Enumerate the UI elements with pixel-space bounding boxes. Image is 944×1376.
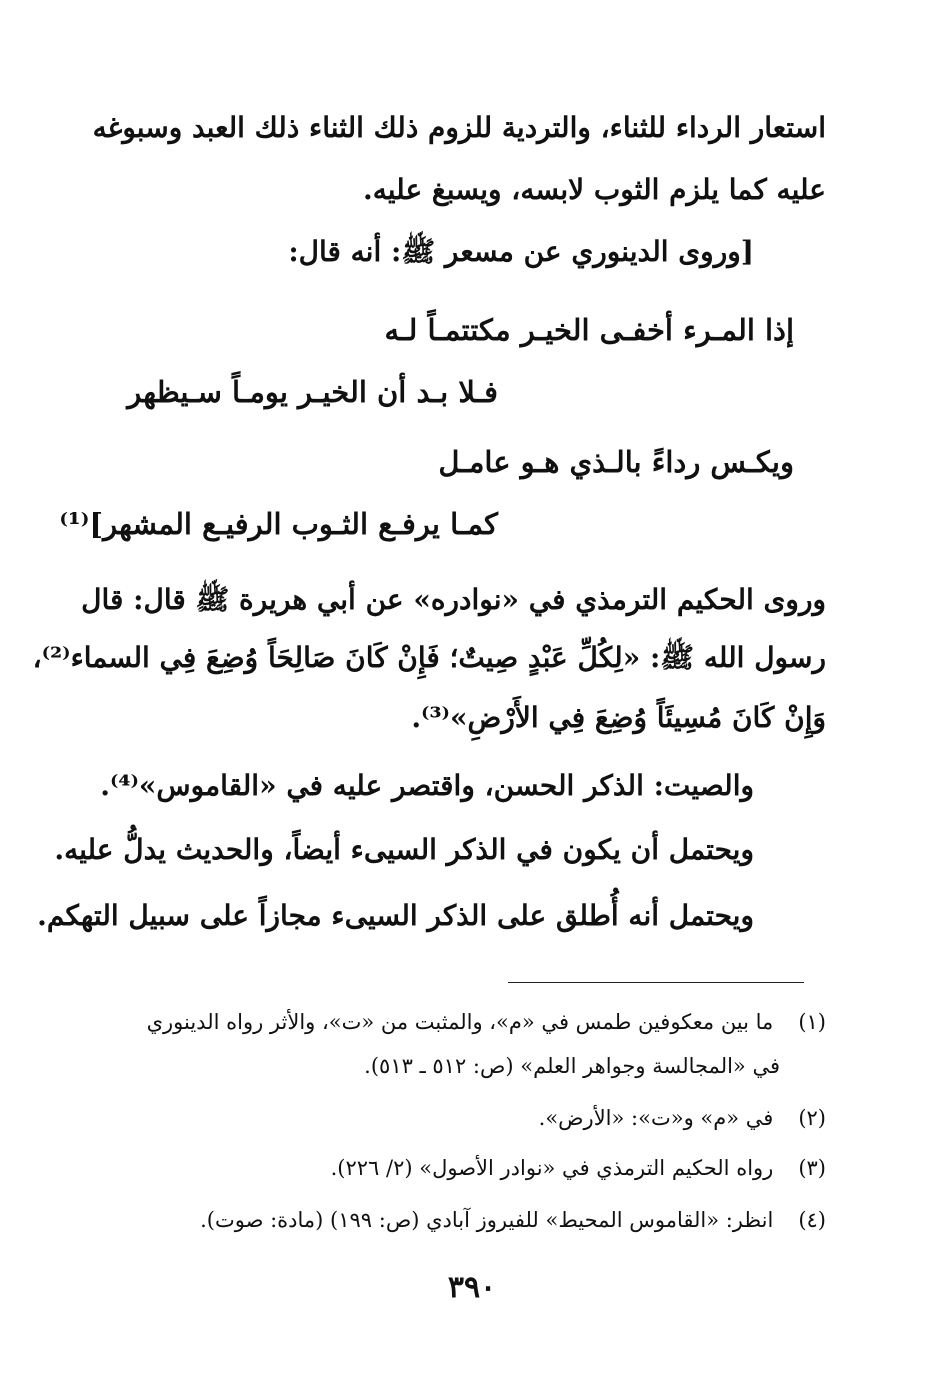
verse-line-2: فـلا بـد أن الخيـر يومـاً سـيظهر — [127, 375, 498, 409]
footnote-number: (١) — [798, 1010, 826, 1034]
footnote-separator — [508, 982, 804, 983]
verse-line-4: كمـا يرفـع الثـوب الرفيـع المشهر]⁽¹⁾ — [59, 507, 498, 541]
body-line-5: رسول الله ﷺ: «لِكُلِّ عَبْدٍ صِيتٌ؛ فَإِنْ كَانَ صَالِحَاً وُضِعَ فِي السماء⁽²⁾، — [32, 641, 826, 674]
footnote-1-continuation: في «المجالسة وجواهر العلم» (ص: ٥١٢ ـ ٥١٣). — [364, 1054, 780, 1078]
body-line-2: عليه كما يلزم الثوب لابسه، ويسبغ عليه. — [362, 173, 826, 206]
body-line-4: وروى الحكيم الترمذي في «نوادره» عن أبي هريرة ﷺ قال: قال — [81, 583, 826, 616]
footnote-text: ما بين معكوفين طمس في «م»، والمثبت من «ت»، والأثر رواه الدينوري — [146, 1010, 774, 1034]
footnote-4 — [200, 1204, 826, 1236]
verse-line-1: إذا المـرء أخفـى الخيـر مكتتمـاً لـه — [384, 313, 794, 347]
footnote-2 — [539, 1102, 826, 1134]
footnote-text: رواه الحكيم الترمذي في «نوادر الأصول» (٢/ ٢٢٦). — [330, 1156, 774, 1180]
verse-line-3: ويكـس رداءً بالـذي هـو عامـل — [438, 445, 794, 479]
footnote-number: (٢) — [798, 1106, 826, 1130]
page-number: ٣٩٠ — [447, 1270, 497, 1305]
footnote-text: في «م» و«ت»: «الأرض». — [538, 1106, 774, 1130]
body-line-9: ويحتمل أنه أُطلق على الذكر السيىء مجازاً على سبيل التهكم. — [37, 899, 754, 932]
footnote-3 — [331, 1152, 826, 1184]
footnote-number: (٤) — [798, 1208, 826, 1232]
footnote-1 — [147, 1006, 826, 1038]
body-line-1: استعار الرداء للثناء، والتردية للزوم ذلك الثناء ذلك العبد وسبوغه — [92, 111, 826, 144]
body-line-6: وَإِنْ كَانَ مُسِيئَاً وُضِعَ فِي الأَرْضِ»⁽³⁾. — [411, 701, 826, 734]
body-line-8: ويحتمل أن يكون في الذكر السيىء أيضاً، والحديث يدلُّ عليه. — [54, 833, 754, 866]
footnote-text: انظر: «القاموس المحيط» للفيروز آبادي (ص: ١٩٩) (مادة: صوت). — [200, 1208, 774, 1232]
footnote-number: (٣) — [798, 1156, 826, 1180]
body-line-7: والصيت: الذكر الحسن، واقتصر عليه في «القاموس»⁽⁴⁾. — [100, 769, 754, 802]
body-line-3: [وروى الدينوري عن مسعر ﷺ: أنه قال: — [288, 235, 754, 268]
